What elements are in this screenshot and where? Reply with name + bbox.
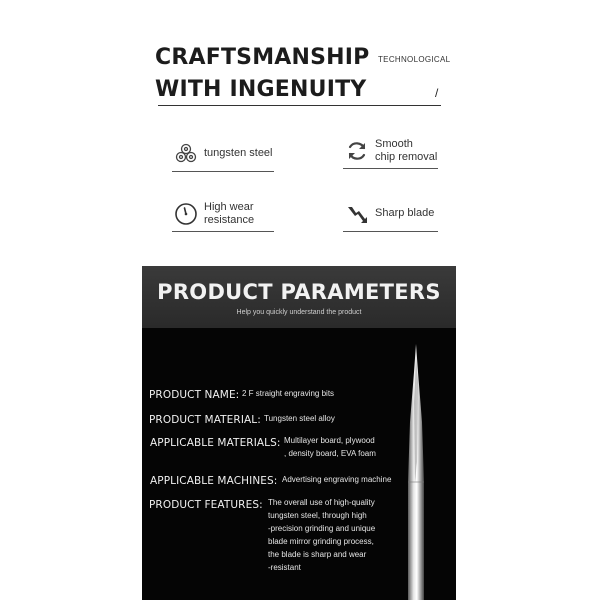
engraving-bit-image: [400, 342, 432, 600]
panel-title: PRODUCT PARAMETERS: [157, 280, 441, 304]
gauge-icon: [172, 200, 200, 228]
feature-wear-resistance: [172, 198, 274, 232]
tungsten-rods-icon: [172, 140, 200, 168]
feature-label: Smooth chip removal: [375, 137, 438, 163]
param-value-features: The overall use of high-quality tungsten steel, through high -precision grinding and unique blade mirror grinding process, the blade is sharp and wear -resistant: [268, 498, 376, 572]
technological-tag: TECHNOLOGICAL: [378, 55, 451, 64]
param-label-applicable-materials: APPLICABLE MATERIALS:: [150, 437, 281, 449]
feature-label: High wear resistance: [204, 200, 255, 226]
feature-label: Sharp blade: [375, 207, 435, 219]
param-value-name: 2 F straight engraving bits: [242, 389, 335, 398]
product-parameters-panel: [142, 266, 456, 600]
param-value-applicable-materials: Multilayer board, plywood , density board, EVA foam: [284, 436, 376, 458]
feature-chip-removal: [343, 135, 438, 169]
headline-line-2: WITH INGENUITY: [155, 77, 367, 102]
param-value-machines: Advertising engraving machine: [282, 475, 392, 484]
param-value-material: Tungsten steel alloy: [264, 414, 335, 423]
refresh-arrows-icon: [343, 137, 371, 165]
feature-sharp-blade: [343, 198, 438, 232]
param-label-name: PRODUCT NAME:: [149, 389, 240, 401]
headline-line-1: CRAFTSMANSHIP: [155, 45, 370, 70]
panel-subtitle: Help you quickly understand the product: [236, 309, 362, 316]
param-label-machines: APPLICABLE MACHINES:: [150, 475, 278, 487]
param-label-features: PRODUCT FEATURES:: [149, 499, 263, 511]
feature-label: tungsten steel: [204, 147, 273, 159]
headline-divider: [158, 105, 441, 106]
lightning-zigzag-icon: [343, 200, 371, 228]
slash-mark: /: [435, 86, 439, 100]
headline: [155, 42, 370, 106]
param-label-material: PRODUCT MATERIAL:: [149, 414, 261, 426]
feature-tungsten-steel: [172, 138, 274, 172]
